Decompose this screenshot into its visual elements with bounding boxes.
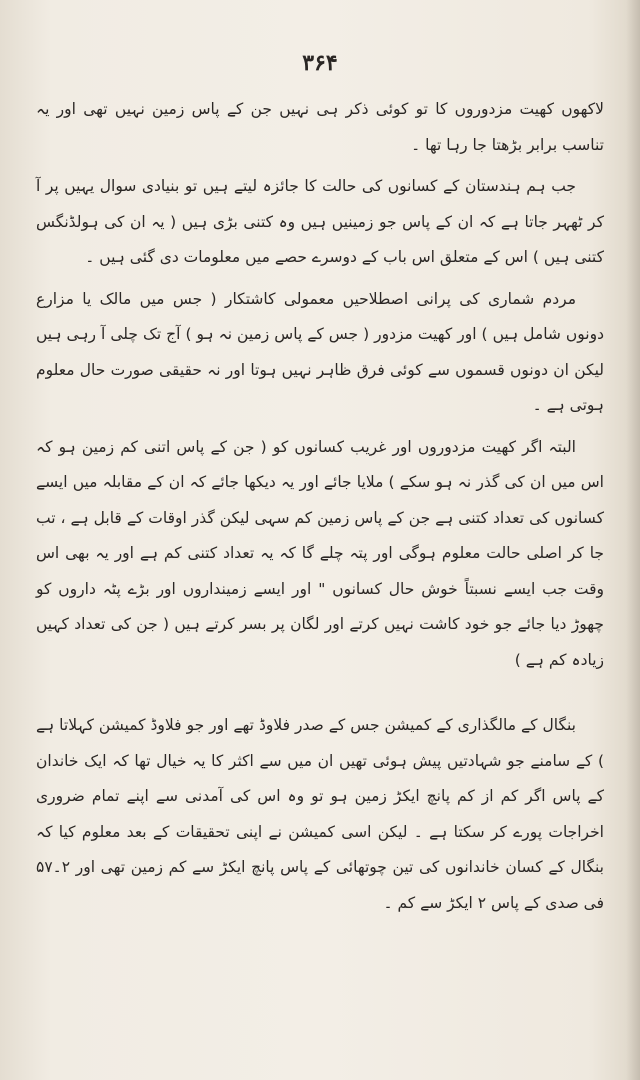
page-edge-shadow xyxy=(626,0,640,1080)
paragraph-1: لاکھوں کھیت مزدوروں کا تو کوئی ذکر ہی نہیں جن کے پاس زمین نہیں تھی اور یہ تناسب برابر بڑھتا جا رہا تھا ۔ xyxy=(36,100,604,154)
paragraph-3: مردم شماری کی پرانی اصطلاحیں معمولی کاشتکار ( جس میں مالک یا مزارع دونوں شامل ہیں ) اور کھیت مزدور ( جس کے پاس زمین نہ ہو ) آج تک چلی آ رہی ہیں لیکن ان دونوں قسموں سے کوئی فرق ظاہر نہیں ہوتا اور نہ حقیقی صورت حال معلوم ہوتی ہے ۔ xyxy=(36,289,604,414)
paragraph-2: جب ہم ہندستان کے کسانوں کی حالت کا جائزہ لیتے ہیں تو بنیادی سوال یہیں پر آ کر ٹھہر جاتا ہے کہ ان کے پاس جو زمینیں ہیں وہ کتنی بڑی ہیں ( یہ ان کی ہولڈنگس کتنی ہیں ) اس کے متعلق اس باب کے دوسرے حصے میں معلومات دی گئی ہیں ۔ xyxy=(36,177,604,266)
paragraph-4: البتہ اگر کھیت مزدوروں اور غریب کسانوں کو ( جن کے پاس اتنی کم زمین ہو کہ اس میں ان کی گذر نہ ہو سکے ) ملایا جائے اور یہ دیکھا جائے کہ ان کے مقابلہ میں ایسے کسانوں کی تعداد کتنی ہے جن کے پاس زمین کم سہی لیکن گذر اوقات کے قابل ہے ، تب جا کر اصلی حالت معلوم ہوگی اور پتہ چلے گا کہ یہ تعداد کتنی کم ہے اور یہ بھی اس وقت جب ایسے نسبتاً خوش حال کسانوں " اور ایسے زمینداروں اور بڑے پٹہ داروں کو چھوڑ دیا جائے جو خود کاشت نہیں کرتے اور لگان پر بسر کرتے ہیں ( جن کی تعداد کہیں زیادہ کم ہے ) xyxy=(36,437,604,669)
page-body xyxy=(36,92,604,927)
paragraph-5: بنگال کے مالگذاری کے کمیشن جس کے صدر فلاوڈ تھے اور جو فلاوڈ کمیشن کہلاتا ہے ) کے سامنے جو شہادتیں پیش ہوئی تھیں ان میں سے اکثر کا یہ خیال تھا کہ ایک خاندان کے پاس اگر کم از کم پانچ ایکڑ زمین ہو تو وہ اس کی آمدنی سے اپنے تمام ضروری اخراجات پورے کر سکتا ہے ۔ لیکن اسی کمیشن نے اپنی تحقیقات کے بعد معلوم کیا کہ بنگال کے کسان خاندانوں کی تین چوتھائی کے پاس پانچ ایکڑ سے کم زمین تھی اور ۲۔۵۷ فی صدی کے پاس ۲ ایکڑ سے کم ۔ xyxy=(36,716,604,912)
page-number: ۳۶۴ xyxy=(302,50,338,76)
